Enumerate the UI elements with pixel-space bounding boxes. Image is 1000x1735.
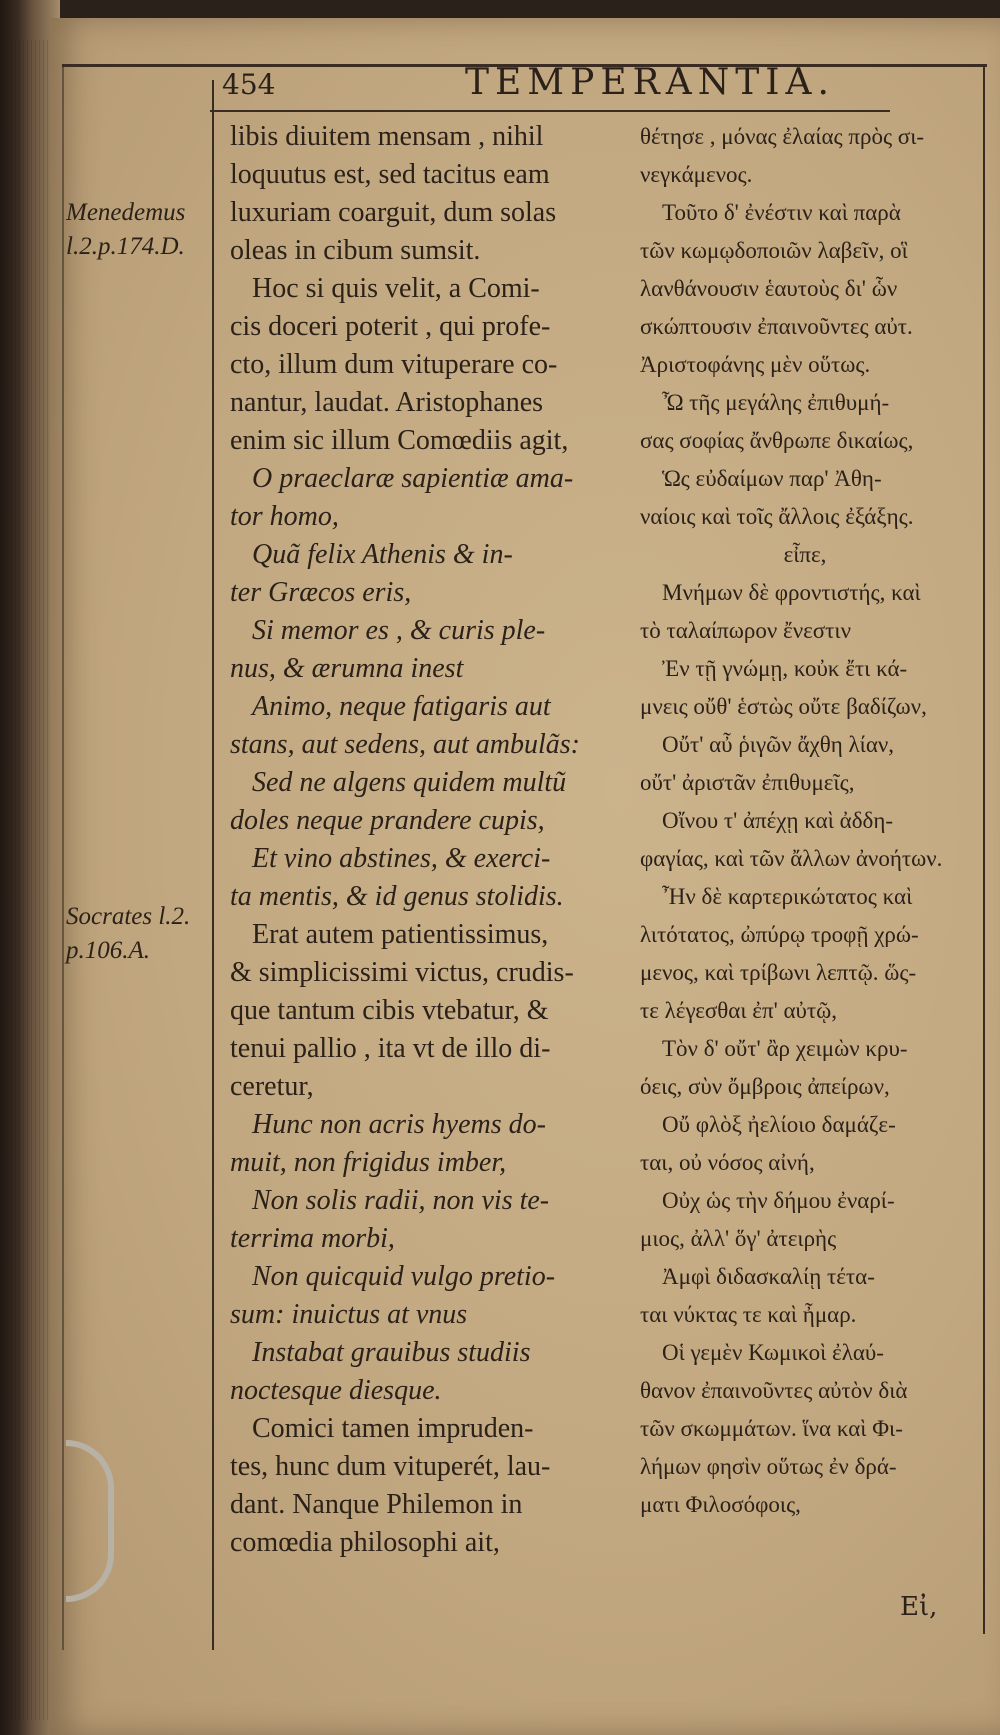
latin-text-line: Hunc non acris hyems do- xyxy=(252,1109,546,1140)
latin-text-line: nantur, laudat. Aristophanes xyxy=(230,387,544,418)
greek-text-line: Τὸν δ' οὔτ' ἂρ χειμὼν κρυ- xyxy=(662,1036,908,1061)
latin-text-line: Sed ne algens quidem multũ xyxy=(252,767,567,798)
greek-text-line: ται νύκτας τε καὶ ἦμαρ. xyxy=(640,1302,857,1327)
greek-text-line: νεγκάμενος. xyxy=(640,162,753,187)
latin-text-line: Comici tamen impruden- xyxy=(252,1413,534,1444)
greek-text-line: λιτότατος, ὠπύρῳ τροφῇ χρώ- xyxy=(640,922,919,947)
greek-text-line: Οἴνου τ' ἀπέχῃ καὶ ἀδδη- xyxy=(662,808,894,833)
greek-text-line: Ἦν δὲ καρτερικώτατος καὶ xyxy=(662,884,913,909)
running-header xyxy=(210,62,890,112)
greek-text-line: μιος, ἀλλ' ὅγ' ἀτειρὴς xyxy=(640,1226,837,1251)
greek-text-line: Οἱ γεμὲν Κωμικοὶ ἐλαύ- xyxy=(662,1340,884,1365)
greek-text-line: Οὔ φλὸξ ἠελίοιο δαμάζε- xyxy=(662,1112,896,1137)
greek-text-line: τε λέγεσθαι ἐπ' αὐτῷ, xyxy=(640,998,838,1023)
latin-text-line: cis doceri poterit , qui profe- xyxy=(230,311,551,342)
latin-text-line: stans, aut sedens, aut ambulãs: xyxy=(230,729,580,760)
greek-text-line: σας σοφίας ἄνθρωπε δικαίως, xyxy=(640,428,914,453)
latin-text-line: Non solis radii, non vis te- xyxy=(252,1185,550,1216)
greek-text-line: μενος, καὶ τρίβωνι λεπτῷ. ὥς- xyxy=(640,960,917,985)
greek-text-line: λήμων φησὶν οὕτως ἐν δρά- xyxy=(640,1454,897,1479)
latin-text-line: Si memor es , & curis ple- xyxy=(252,615,546,646)
greek-text-line: μνεις οὔθ' ἑστὼς οὔτε βαδίζων, xyxy=(640,694,927,719)
greek-text-line: Ἀμφὶ διδασκαλίῃ τέτα- xyxy=(662,1264,875,1289)
greek-text-line: ματι Φιλοσόφοις, xyxy=(640,1492,801,1517)
latin-text-line: ter Græcos eris, xyxy=(230,577,412,608)
latin-text-line: sum: inuictus at vnus xyxy=(230,1299,468,1330)
latin-text-line: oleas in cibum sumsit. xyxy=(230,235,481,266)
greek-text-line: θέτησε , μόνας ἐλαίας πρὸς σι- xyxy=(640,124,925,149)
margin-note-menedemus xyxy=(66,196,185,264)
latin-text-line: tes, hunc dum vituperét, lau- xyxy=(230,1451,551,1482)
latin-text-line: O praeclaræ sapientiæ ama- xyxy=(252,463,574,494)
latin-text-line: enim sic illum Comœdiis agit, xyxy=(230,425,569,456)
catchword: Εἰ, xyxy=(900,1592,938,1622)
binding-ring xyxy=(66,1440,114,1602)
latin-text-line: comœdia philosophi ait, xyxy=(230,1527,500,1558)
margin-note-socrates xyxy=(66,900,190,968)
latin-text-line: terrima morbi, xyxy=(230,1223,395,1254)
latin-text-line: tenui pallio , ita vt de illo di- xyxy=(230,1033,551,1064)
latin-text-line: ta mentis, & id genus stolidis. xyxy=(230,881,564,912)
greek-text-line: εἶπε, xyxy=(783,542,827,567)
latin-column xyxy=(230,118,595,1562)
latin-text-line: tor homo, xyxy=(230,501,339,532)
greek-text-line: τὸ ταλαίπωρον ἔνεστιν xyxy=(640,618,851,643)
latin-text-line: Hoc si quis velit, a Comi- xyxy=(252,273,540,304)
greek-text-line: οὔτ' ἀριστᾶν ἐπιθυμεῖς, xyxy=(640,770,855,795)
greek-text-line: τῶν κωμῳδοποιῶν λαβεῖν, οἳ xyxy=(640,238,908,263)
latin-text-line: luxuriam coarguit, dum solas xyxy=(230,197,557,228)
greek-text-line: σκώπτουσιν ἐπαινοῦντες αὐτ. xyxy=(640,314,913,339)
latin-text-line: Et vino abstines, & exerci- xyxy=(252,843,551,874)
greek-text-line: Τοῦτο δ' ἐνέστιν καὶ παρὰ xyxy=(662,200,901,225)
greek-column xyxy=(640,118,970,1524)
greek-text-line: λανθάνουσιν ἑαυτοὺς δι' ὧν xyxy=(640,276,898,301)
greek-text-line: Μνήμων δὲ φροντιστής, καὶ xyxy=(662,580,921,605)
greek-text-line: Οὐχ ὡς τὴν δήμου ἐναρί- xyxy=(662,1188,895,1213)
left-column-rule xyxy=(212,80,214,1650)
greek-text-line: Ἐν τῇ γνώμῃ, κοὐκ ἔτι κά- xyxy=(662,656,908,681)
latin-text-line: que tantum cibis vtebatur, & xyxy=(230,995,549,1026)
greek-text-line: Ὡς εὐδαίμων παρ' Ἀθη- xyxy=(662,466,882,491)
right-border-rule xyxy=(983,64,985,1634)
latin-text-line: muit, non frigidus imber, xyxy=(230,1147,507,1178)
latin-text-line: noctesque diesque. xyxy=(230,1375,442,1406)
latin-text-line: Erat autem patientissimus, xyxy=(252,919,549,950)
latin-text-line: doles neque prandere cupis, xyxy=(230,805,545,836)
latin-text-line: Animo, neque fatigaris aut xyxy=(252,691,551,722)
margin-outer-rule xyxy=(62,64,64,1650)
greek-text-line: ται, οὐ νόσος αἰνή, xyxy=(640,1150,815,1175)
margin-note-line: Menedemus xyxy=(66,199,186,226)
margin-note-line: Socrates l.2. xyxy=(66,903,191,930)
latin-text-line: loquutus est, sed tacitus eam xyxy=(230,159,550,190)
greek-text-line: τῶν σκωμμάτων. ἵνα καὶ Φι- xyxy=(640,1416,903,1441)
greek-text-line: όεις, σὺν ὄμβροις ἀπείρων, xyxy=(640,1074,890,1099)
latin-text-line: Instabat grauibus studiis xyxy=(252,1337,531,1368)
page-number: 454 xyxy=(222,68,276,101)
margin-note-line: l.2.p.174.D. xyxy=(66,233,185,260)
latin-text-line: & simplicissimi victus, crudis- xyxy=(230,957,574,988)
latin-text-line: dant. Nanque Philemon in xyxy=(230,1489,523,1520)
margin-note-line: p.106.A. xyxy=(66,937,151,964)
running-title: TEMPERANTIA. xyxy=(465,62,835,103)
greek-text-line: Ἀριστοφάνης μὲν οὕτως. xyxy=(640,352,871,377)
latin-text-line: Non quicquid vulgo pretio- xyxy=(252,1261,556,1292)
latin-text-line: ceretur, xyxy=(230,1071,314,1102)
latin-text-line: nus, & ærumna inest xyxy=(230,653,464,684)
greek-text-line: ναίοις καὶ τοῖς ἄλλοις ἐξάξης. xyxy=(640,504,914,529)
latin-text-line: libis diuitem mensam , nihil xyxy=(230,121,544,152)
greek-text-line: Οὔτ' αὖ ῥιγῶν ἄχθη λίαν, xyxy=(662,732,895,757)
latin-text-line: cto, illum dum vituperare co- xyxy=(230,349,558,380)
latin-text-line: Quã felix Athenis & in- xyxy=(252,539,513,570)
greek-text-line: θανον ἐπαινοῦντες αὐτὸν διὰ xyxy=(640,1378,908,1403)
greek-text-line: φαγίας, καὶ τῶν ἄλλων ἀνοήτων. xyxy=(640,846,943,871)
greek-text-line: Ὦ τῆς μεγάλης ἐπιθυμή- xyxy=(662,390,890,415)
